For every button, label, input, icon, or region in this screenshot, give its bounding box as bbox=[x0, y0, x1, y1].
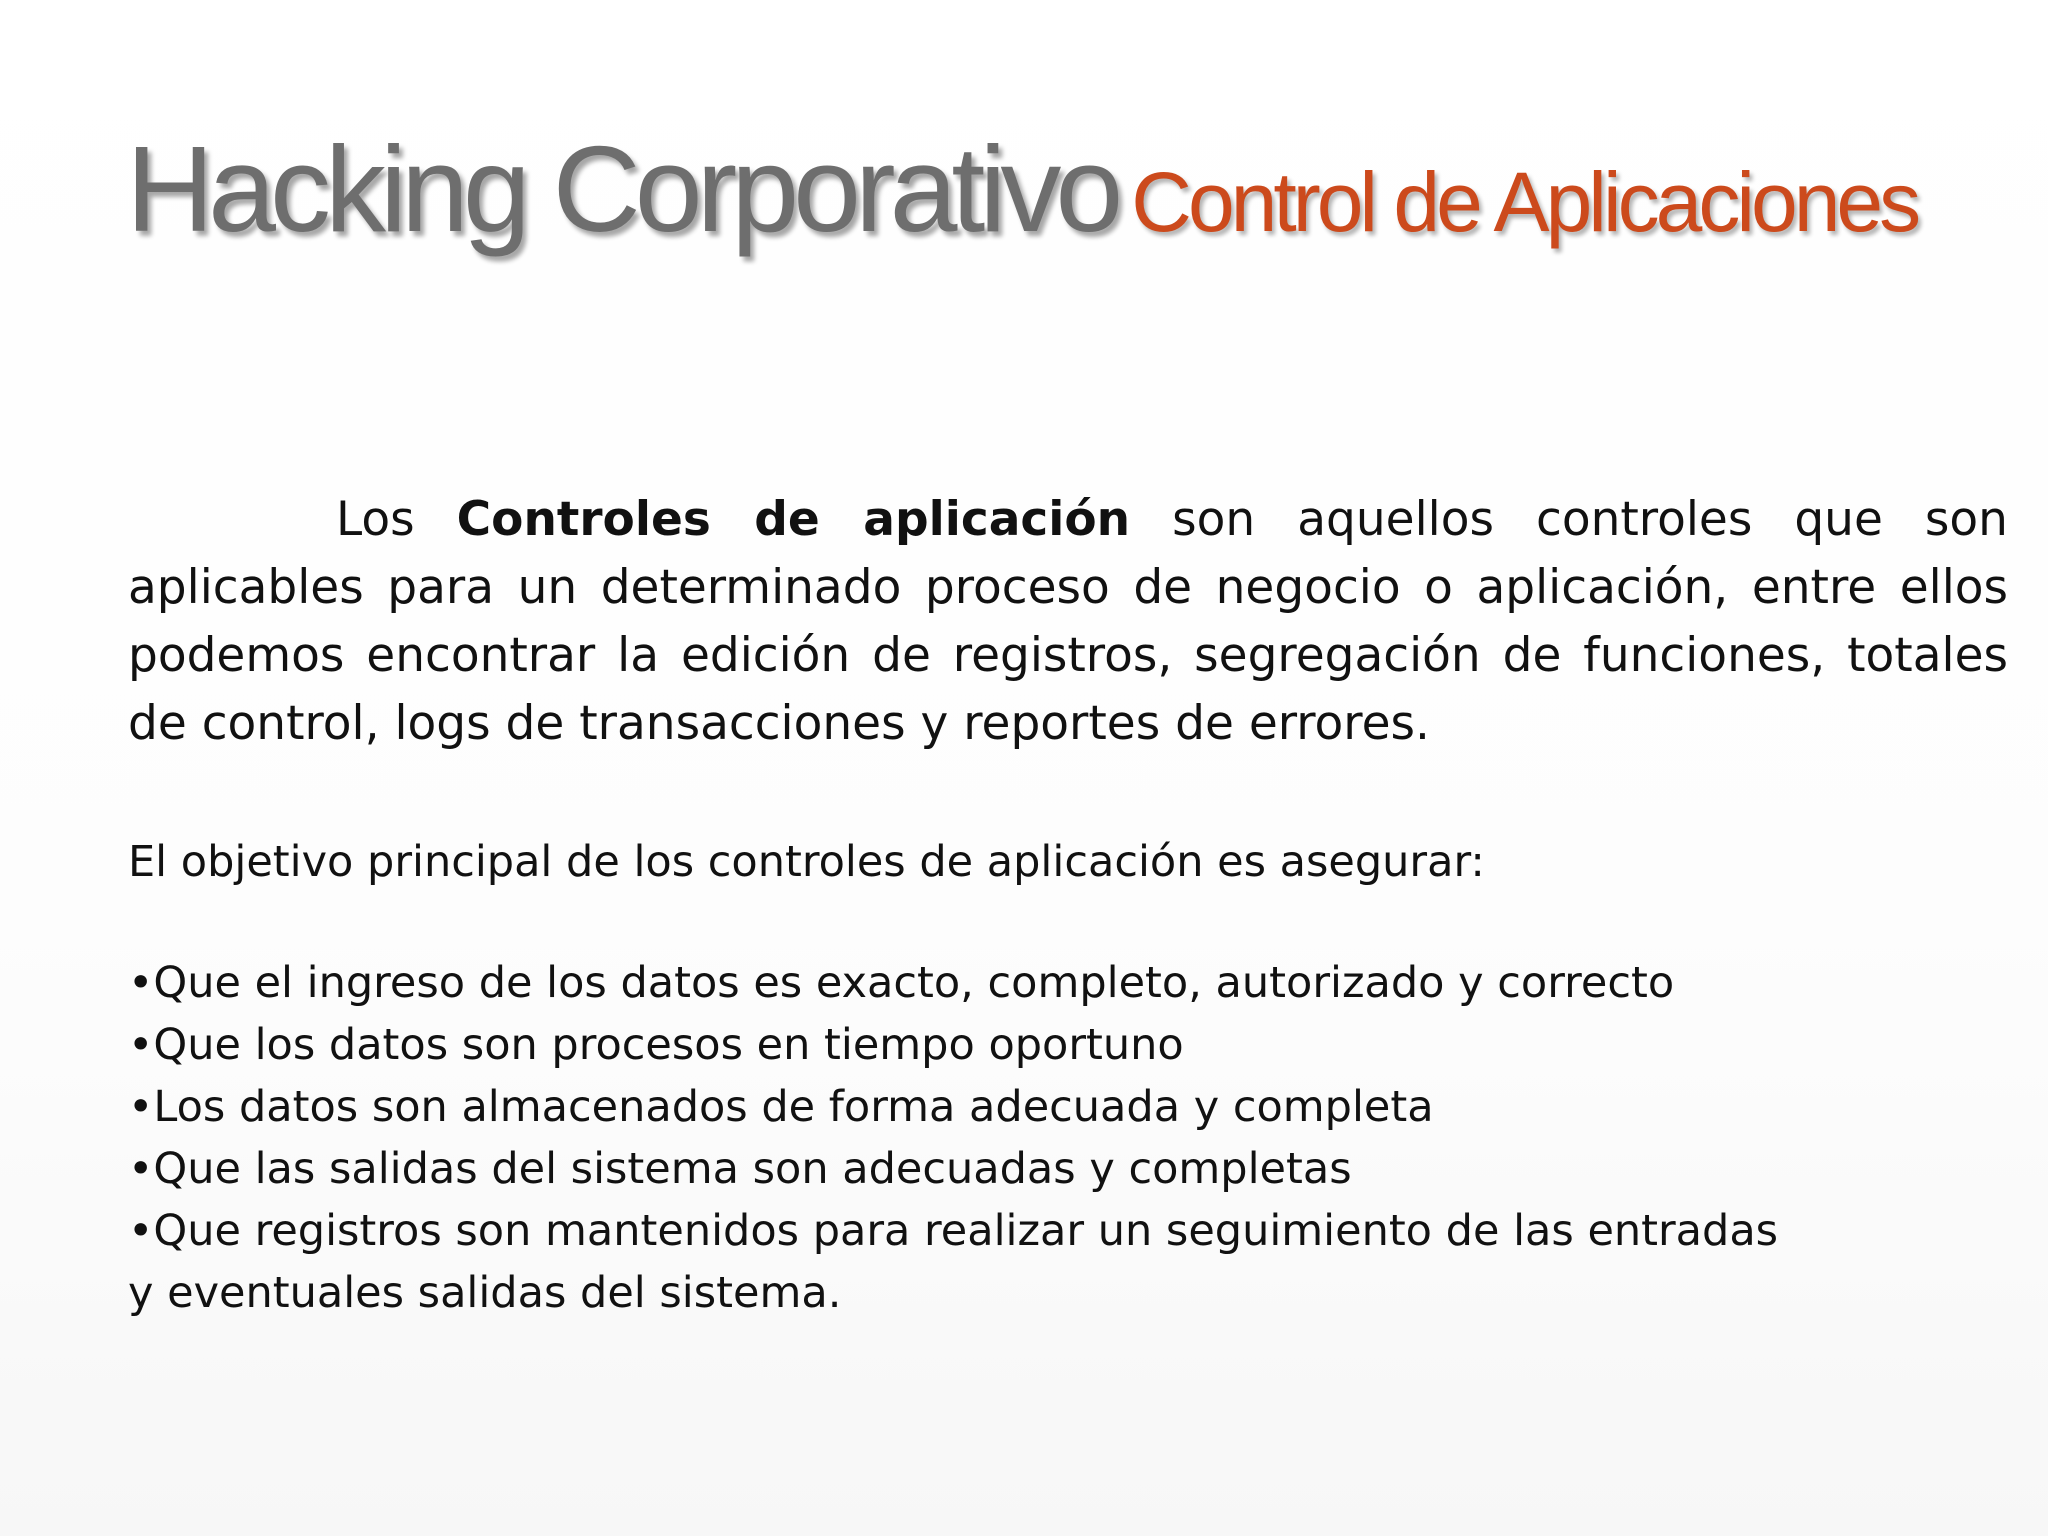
intro-lead: Los bbox=[336, 492, 415, 547]
list-item: •Los datos son almacenados de forma adecuada y completa bbox=[128, 1082, 1434, 1132]
objective-text: El objetivo principal de los controles de aplicación es asegurar: bbox=[128, 837, 1485, 887]
slide-title bbox=[126, 121, 1918, 257]
intro-rest: son aquellos controles que son aplicables para un determinado proceso de negocio o aplicación, entre ellos podemos encontrar la edición de registros, segregación de funciones, totales de control, logs de transacciones y reportes de errores. bbox=[128, 492, 2008, 751]
title-sub: Control de Aplicaciones bbox=[1131, 155, 1918, 249]
list-item: •Que registros son mantenidos para realizar un seguimiento de las entradas y eventuales salidas del sistema. bbox=[128, 1206, 1779, 1318]
list-item: •Que los datos son procesos en tiempo oportuno bbox=[128, 1020, 1184, 1070]
intro-bold-term: Controles de aplicación bbox=[456, 492, 1131, 547]
intro-paragraph bbox=[128, 486, 2008, 758]
objective-list bbox=[128, 952, 2008, 1324]
title-main: Hacking Corporativo bbox=[126, 121, 1118, 257]
list-item: •Que el ingreso de los datos es exacto, completo, autorizado y correcto bbox=[128, 958, 1675, 1008]
list-item: •Que las salidas del sistema son adecuadas y completas bbox=[128, 1144, 1352, 1194]
